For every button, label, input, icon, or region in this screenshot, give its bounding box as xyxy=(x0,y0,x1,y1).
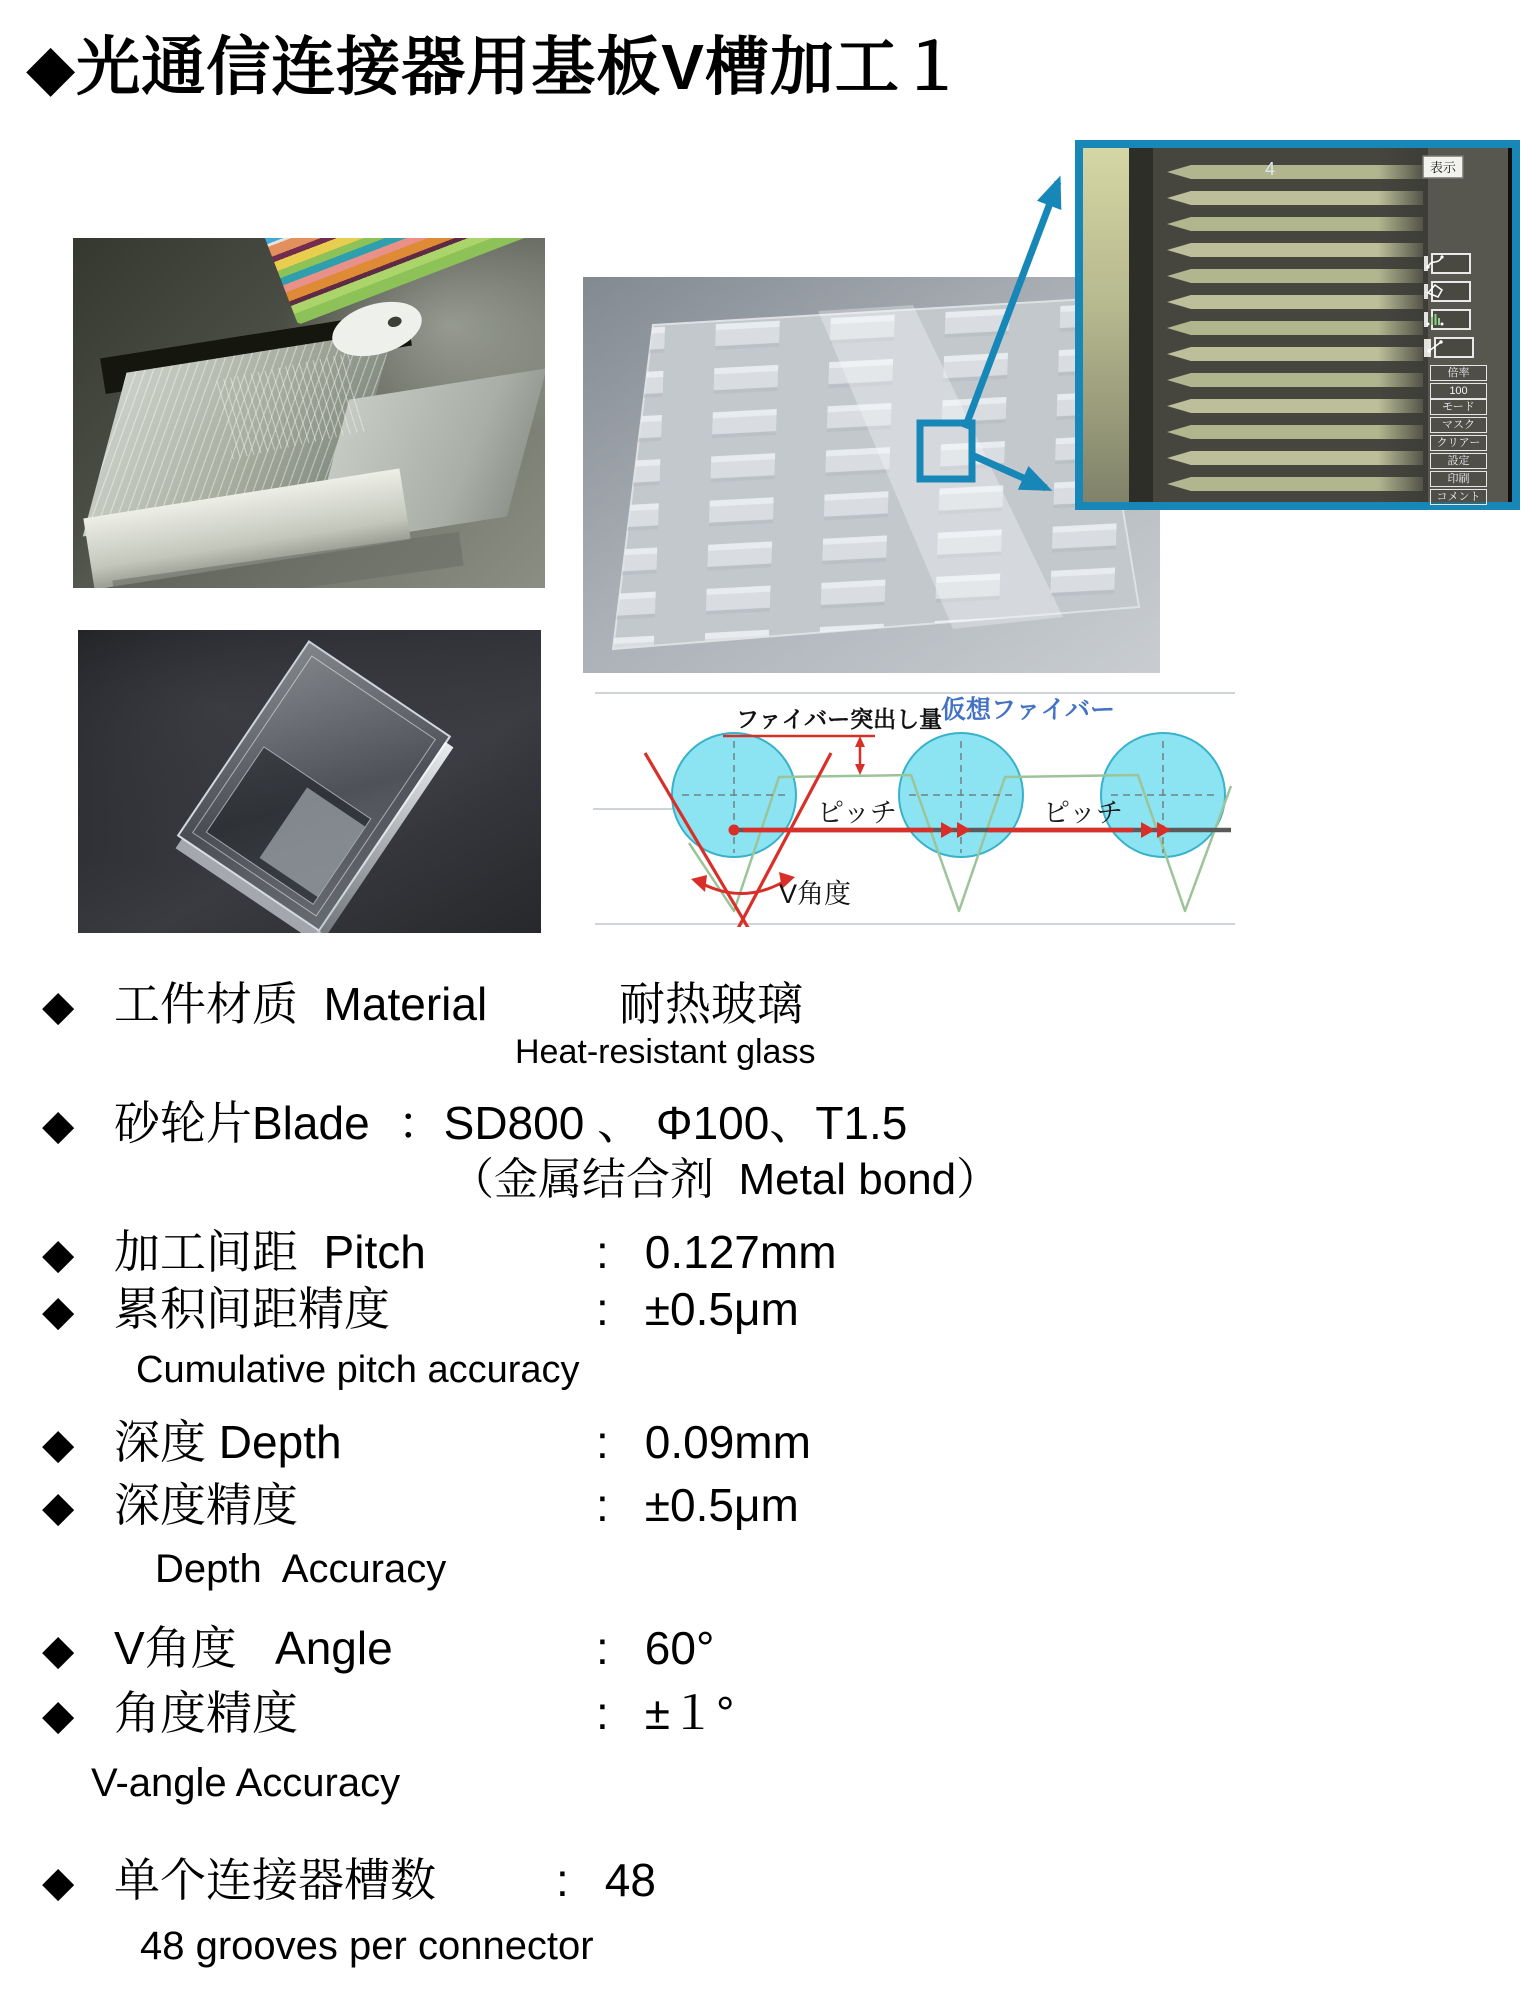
callout-arrow-up xyxy=(965,182,1058,428)
photo-connector-assembly xyxy=(73,238,545,588)
polygon-measure-icon xyxy=(1424,281,1446,299)
spec-colon: ： xyxy=(397,1097,444,1149)
protrusion-label: ファイバー突出し量 xyxy=(736,706,943,732)
glass-block xyxy=(177,640,452,932)
page-title: ◆光通信连接器用基板V槽加工１ xyxy=(26,31,965,103)
spec-subline: V-angle Accuracy xyxy=(91,1761,401,1805)
spec-subline: Heat-resistant glass xyxy=(515,1033,816,1071)
microscope-button: 設定 xyxy=(1430,453,1487,469)
spec-colon: : xyxy=(596,1416,609,1468)
spec-subline: 48 grooves per connector xyxy=(140,1924,594,1968)
diamond-bullet: ◆ xyxy=(42,1691,75,1738)
svg-text:表示: 表示 xyxy=(1429,160,1457,175)
spec-label: 工件材质 Material xyxy=(114,978,488,1030)
spec-value: SD800 、 Φ100、T1.5 xyxy=(443,1097,908,1149)
microscope-button: 倍率 xyxy=(1430,365,1487,381)
spec-label: V角度 Angle xyxy=(114,1622,393,1674)
spec-label: 砂轮片Blade xyxy=(114,1097,370,1149)
spec-colon: : xyxy=(596,1479,609,1531)
diamond-bullet: ◆ xyxy=(42,1858,75,1905)
pitch-label-2: ピッチ xyxy=(1043,798,1123,828)
spec-value: 48 xyxy=(604,1854,656,1906)
microscope-button: モード xyxy=(1430,399,1487,415)
spec-label: 角度精度 xyxy=(114,1687,298,1739)
microscope-button: マスク xyxy=(1430,417,1487,433)
tool-histogram xyxy=(1424,309,1471,330)
microscope-inset xyxy=(1075,140,1520,510)
microscope-button: クリアー xyxy=(1430,435,1487,451)
spec-row xyxy=(42,1226,1492,1280)
spec-label: 深度 Depth xyxy=(114,1416,342,1468)
spec-colon: : xyxy=(596,1226,609,1278)
spec-value: ±0.5μm xyxy=(644,1479,799,1531)
groove-number-label: 4 xyxy=(1265,159,1276,179)
spec-value: ±0.5μm xyxy=(644,1283,799,1335)
tool-curve xyxy=(1424,253,1471,274)
photo-glass-block xyxy=(78,630,541,933)
spec-row xyxy=(42,1416,1492,1470)
microscope-button: コメント xyxy=(1430,489,1487,505)
pitch-label-1: ピッチ xyxy=(817,798,897,828)
histogram-icon xyxy=(1424,309,1446,327)
v-angle-label: V角度 xyxy=(779,879,852,909)
spec-row xyxy=(42,1479,1492,1533)
spec-row xyxy=(42,978,1492,1032)
diamond-bullet: ◆ xyxy=(42,1101,75,1148)
spec-subline: Cumulative pitch accuracy xyxy=(136,1349,580,1391)
microscope-button: 印刷 xyxy=(1430,471,1487,487)
diamond-bullet: ◆ xyxy=(42,1287,75,1334)
spec-row xyxy=(42,1097,1492,1151)
diamond-bullet: ◆ xyxy=(42,982,75,1029)
spec-label: 加工间距 Pitch xyxy=(114,1226,426,1278)
spec-list xyxy=(42,978,1492,1969)
diamond-bullet: ◆ xyxy=(42,1420,75,1467)
spec-value: 0.09mm xyxy=(644,1416,811,1468)
microscope-button-group xyxy=(1430,399,1487,435)
spec-value: 60° xyxy=(644,1622,715,1674)
spec-value: ±１° xyxy=(644,1687,735,1739)
spec-colon: : xyxy=(596,1687,609,1739)
spec-value: 0.127mm xyxy=(644,1226,837,1278)
microscope-button-group xyxy=(1430,365,1487,401)
curve-measure-icon xyxy=(1424,253,1446,271)
diamond-bullet: ◆ xyxy=(42,1483,75,1530)
spec-subline: Depth Accuracy xyxy=(155,1547,447,1591)
spec-colon: : xyxy=(556,1854,569,1906)
spec-colon: : xyxy=(596,1622,609,1674)
spec-row xyxy=(42,1283,1492,1337)
microscope-button: 100 xyxy=(1430,383,1487,399)
spec-colon: : xyxy=(596,1283,609,1335)
spec-row xyxy=(42,1687,1492,1741)
microscope-button-group xyxy=(1430,435,1487,507)
spec-label: 累积间距精度 xyxy=(114,1283,390,1335)
tool-polygon xyxy=(1424,281,1471,302)
diamond-bullet: ◆ xyxy=(42,1626,75,1673)
zoom-callout xyxy=(880,120,1120,550)
spec-row xyxy=(42,1622,1492,1676)
spec-value: 耐热玻璃 xyxy=(619,978,803,1030)
spec-label: 深度精度 xyxy=(114,1479,298,1531)
diamond-bullet: ◆ xyxy=(42,1230,75,1277)
callout-arrow-down xyxy=(974,456,1046,488)
spec-row xyxy=(42,1854,1492,1908)
microscope-tools xyxy=(1083,148,1512,502)
highlight-square xyxy=(920,423,972,479)
tool-line xyxy=(1424,337,1474,358)
spec-subline: （金属结合剂 Metal bond） xyxy=(450,1155,1001,1204)
spec-label: 单个连接器槽数 xyxy=(114,1854,436,1906)
virtual-fiber-label: 仮想ファイバー xyxy=(941,696,1116,724)
line-measure-icon xyxy=(1424,337,1446,355)
vgroove-diagram xyxy=(593,691,1237,932)
